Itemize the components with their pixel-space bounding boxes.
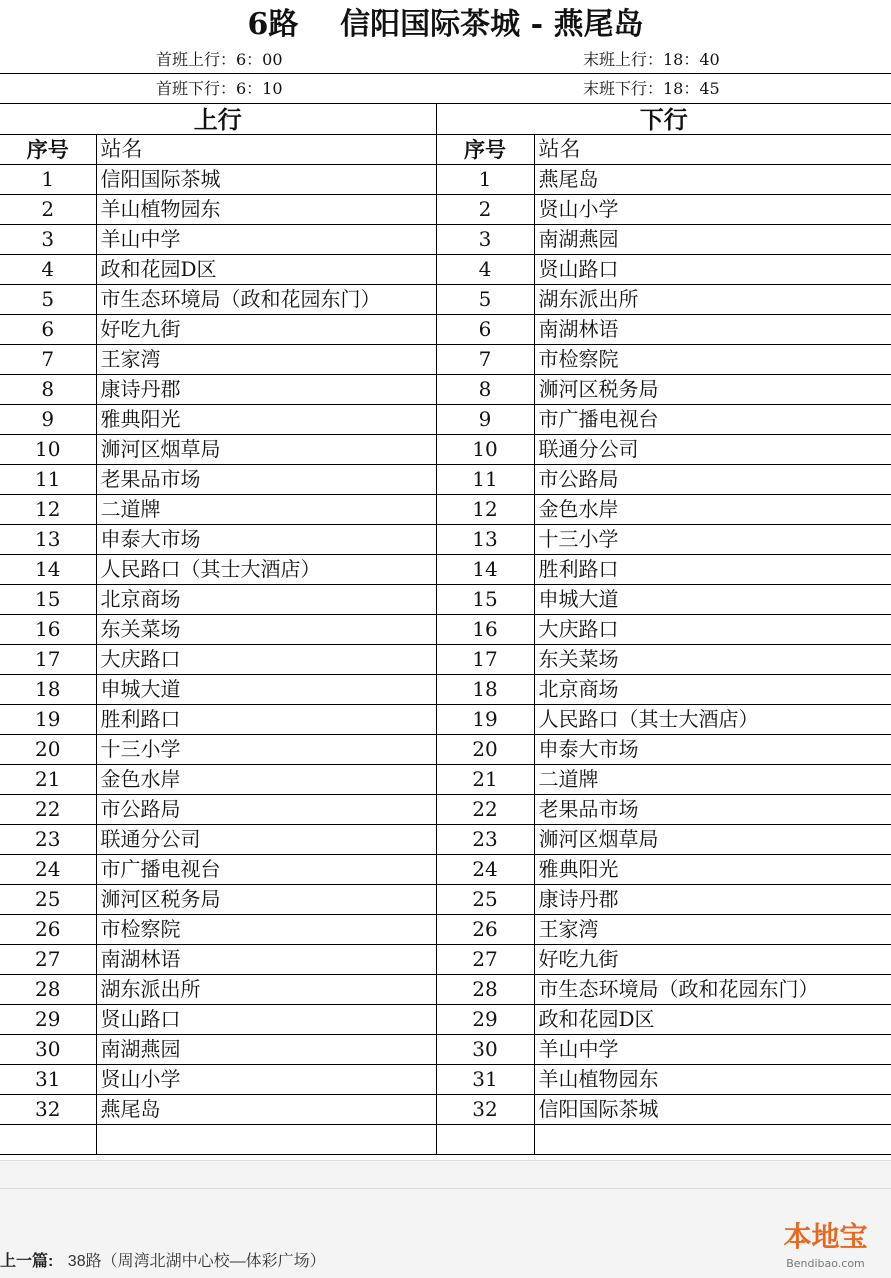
station-down-cell: 十三小学 xyxy=(534,525,891,555)
station-down-cell: 羊山植物园东 xyxy=(534,1065,891,1095)
station-up-cell: 雅典阳光 xyxy=(96,405,436,435)
table-row xyxy=(0,735,891,765)
empty-cell xyxy=(534,1125,891,1155)
table-row xyxy=(0,825,891,855)
seq-down-cell: 9 xyxy=(436,405,534,435)
station-up-cell: 金色水岸 xyxy=(96,765,436,795)
seq-down-cell: 26 xyxy=(436,915,534,945)
seq-down-cell: 2 xyxy=(436,195,534,225)
table-row xyxy=(0,555,891,585)
station-up-cell: 老果品市场 xyxy=(96,465,436,495)
seq-down-cell: 27 xyxy=(436,945,534,975)
table-row xyxy=(0,225,891,255)
station-down-cell: 好吃九街 xyxy=(534,945,891,975)
seq-up-cell: 32 xyxy=(0,1095,96,1125)
table-row xyxy=(0,525,891,555)
station-down-cell: 贤山小学 xyxy=(534,195,891,225)
station-down-cell: 燕尾岛 xyxy=(534,165,891,195)
column-header-row xyxy=(0,135,891,165)
seq-up-cell: 29 xyxy=(0,1005,96,1035)
station-down-cell: 南湖林语 xyxy=(534,315,891,345)
seq-down-cell: 29 xyxy=(436,1005,534,1035)
seq-up-cell: 23 xyxy=(0,825,96,855)
seq-down-cell: 15 xyxy=(436,585,534,615)
seq-down-cell: 32 xyxy=(436,1095,534,1125)
station-up-cell: 胜利路口 xyxy=(96,705,436,735)
table-row xyxy=(0,975,891,1005)
table-row xyxy=(0,165,891,195)
station-up-cell: 好吃九街 xyxy=(96,315,436,345)
station-down-cell: 政和花园D区 xyxy=(534,1005,891,1035)
route-title: 6路 信阳国际茶城 - 燕尾岛 xyxy=(247,7,644,42)
schedule-row-up xyxy=(0,47,891,73)
station-down-cell: 申泰大市场 xyxy=(534,735,891,765)
station-up-cell: 康诗丹郡 xyxy=(96,375,436,405)
table-row xyxy=(0,345,891,375)
seq-up-cell: 15 xyxy=(0,585,96,615)
seq-down-cell: 31 xyxy=(436,1065,534,1095)
station-up-cell: 二道牌 xyxy=(96,495,436,525)
station-up-cell: 市公路局 xyxy=(96,795,436,825)
station-up-cell: 大庆路口 xyxy=(96,645,436,675)
station-up-cell: 贤山路口 xyxy=(96,1005,436,1035)
empty-cell xyxy=(96,1125,436,1155)
seq-up-cell: 6 xyxy=(0,315,96,345)
seq-up-cell: 31 xyxy=(0,1065,96,1095)
table-row xyxy=(0,585,891,615)
seq-up-cell: 22 xyxy=(0,795,96,825)
station-down-cell: 南湖燕园 xyxy=(534,225,891,255)
table-row xyxy=(0,945,891,975)
seq-up-cell: 20 xyxy=(0,735,96,765)
seq-down-cell: 5 xyxy=(436,285,534,315)
station-down-cell: 羊山中学 xyxy=(534,1035,891,1065)
direction-down-header: 下行 xyxy=(436,104,891,135)
seq-down-cell: 21 xyxy=(436,765,534,795)
schedule-row-down xyxy=(0,76,891,102)
table-row xyxy=(0,255,891,285)
station-up-cell: 贤山小学 xyxy=(96,1065,436,1095)
station-up-cell: 浉河区烟草局 xyxy=(96,435,436,465)
table-row xyxy=(0,915,891,945)
seq-up-cell: 19 xyxy=(0,705,96,735)
seq-down-cell: 11 xyxy=(436,465,534,495)
station-up-cell: 湖东派出所 xyxy=(96,975,436,1005)
station-up-cell: 信阳国际茶城 xyxy=(96,165,436,195)
station-down-cell: 浉河区烟草局 xyxy=(534,825,891,855)
station-up-cell: 申城大道 xyxy=(96,675,436,705)
station-down-cell: 老果品市场 xyxy=(534,795,891,825)
first-bus-down: 首班下行：6：10 xyxy=(156,79,283,98)
station-up-cell: 人民路口（其士大酒店） xyxy=(96,555,436,585)
empty-row xyxy=(0,1125,891,1155)
table-row xyxy=(0,1005,891,1035)
station-up-cell: 南湖林语 xyxy=(96,945,436,975)
seq-down-cell: 23 xyxy=(436,825,534,855)
seq-down-cell: 16 xyxy=(436,615,534,645)
seq-up-cell: 12 xyxy=(0,495,96,525)
seq-down-cell: 3 xyxy=(436,225,534,255)
seq-up-cell: 8 xyxy=(0,375,96,405)
station-down-cell: 二道牌 xyxy=(534,765,891,795)
first-bus-up: 首班上行：6：00 xyxy=(156,50,283,69)
seq-down-cell: 12 xyxy=(436,495,534,525)
seq-up-cell: 1 xyxy=(0,165,96,195)
station-up-cell: 联通分公司 xyxy=(96,825,436,855)
table-row xyxy=(0,675,891,705)
table-row xyxy=(0,1095,891,1125)
seq-header-down: 序号 xyxy=(436,135,534,165)
seq-up-cell: 16 xyxy=(0,615,96,645)
direction-up-header: 上行 xyxy=(0,104,436,135)
seq-down-cell: 28 xyxy=(436,975,534,1005)
station-up-cell: 市广播电视台 xyxy=(96,855,436,885)
seq-up-cell: 9 xyxy=(0,405,96,435)
station-down-cell: 浉河区税务局 xyxy=(534,375,891,405)
table-row xyxy=(0,465,891,495)
seq-down-cell: 13 xyxy=(436,525,534,555)
seq-up-cell: 13 xyxy=(0,525,96,555)
seq-down-cell: 19 xyxy=(436,705,534,735)
seq-up-cell: 21 xyxy=(0,765,96,795)
name-header-down: 站名 xyxy=(534,135,891,165)
station-down-cell: 申城大道 xyxy=(534,585,891,615)
seq-up-cell: 3 xyxy=(0,225,96,255)
station-down-cell: 湖东派出所 xyxy=(534,285,891,315)
seq-up-cell: 17 xyxy=(0,645,96,675)
table-row xyxy=(0,315,891,345)
table-row xyxy=(0,285,891,315)
station-down-cell: 金色水岸 xyxy=(534,495,891,525)
seq-up-cell: 28 xyxy=(0,975,96,1005)
seq-up-cell: 18 xyxy=(0,675,96,705)
seq-down-cell: 14 xyxy=(436,555,534,585)
station-up-cell: 羊山中学 xyxy=(96,225,436,255)
station-down-cell: 王家湾 xyxy=(534,915,891,945)
station-down-cell: 市公路局 xyxy=(534,465,891,495)
seq-down-cell: 20 xyxy=(436,735,534,765)
last-bus-down: 末班下行：18：45 xyxy=(583,79,720,98)
station-down-cell: 康诗丹郡 xyxy=(534,885,891,915)
seq-up-cell: 14 xyxy=(0,555,96,585)
seq-up-cell: 27 xyxy=(0,945,96,975)
site-logo[interactable] xyxy=(768,1218,883,1273)
seq-down-cell: 30 xyxy=(436,1035,534,1065)
table-row xyxy=(0,195,891,225)
seq-down-cell: 4 xyxy=(436,255,534,285)
table-row xyxy=(0,885,891,915)
station-up-cell: 申泰大市场 xyxy=(96,525,436,555)
table-row xyxy=(0,435,891,465)
seq-up-cell: 2 xyxy=(0,195,96,225)
station-down-cell: 人民路口（其士大酒店） xyxy=(534,705,891,735)
seq-up-cell: 5 xyxy=(0,285,96,315)
seq-down-cell: 24 xyxy=(436,855,534,885)
seq-down-cell: 1 xyxy=(436,165,534,195)
station-down-cell: 联通分公司 xyxy=(534,435,891,465)
divider xyxy=(0,73,891,74)
table-row xyxy=(0,705,891,735)
station-up-cell: 政和花园D区 xyxy=(96,255,436,285)
station-down-cell: 北京商场 xyxy=(534,675,891,705)
seq-down-cell: 7 xyxy=(436,345,534,375)
logo-url: Bendibao.com xyxy=(786,1257,865,1270)
station-up-cell: 王家湾 xyxy=(96,345,436,375)
previous-article-label: 上一篇: xyxy=(0,1253,54,1270)
station-down-cell: 市生态环境局（政和花园东门） xyxy=(534,975,891,1005)
last-bus-up: 末班上行：18：40 xyxy=(583,50,720,69)
seq-down-cell: 22 xyxy=(436,795,534,825)
seq-up-cell: 30 xyxy=(0,1035,96,1065)
station-down-cell: 大庆路口 xyxy=(534,615,891,645)
station-up-cell: 羊山植物园东 xyxy=(96,195,436,225)
table-row xyxy=(0,495,891,525)
table-row xyxy=(0,375,891,405)
table-row xyxy=(0,615,891,645)
seq-down-cell: 18 xyxy=(436,675,534,705)
table-row xyxy=(0,1065,891,1095)
seq-down-cell: 10 xyxy=(436,435,534,465)
empty-cell xyxy=(0,1125,96,1155)
table-row xyxy=(0,765,891,795)
station-up-cell: 市生态环境局（政和花园东门） xyxy=(96,285,436,315)
empty-cell xyxy=(436,1125,534,1155)
station-up-cell: 东关菜场 xyxy=(96,615,436,645)
seq-up-cell: 10 xyxy=(0,435,96,465)
table-row xyxy=(0,645,891,675)
seq-up-cell: 24 xyxy=(0,855,96,885)
name-header-up: 站名 xyxy=(96,135,436,165)
seq-up-cell: 25 xyxy=(0,885,96,915)
seq-up-cell: 11 xyxy=(0,465,96,495)
seq-up-cell: 7 xyxy=(0,345,96,375)
table-row xyxy=(0,795,891,825)
station-up-cell: 十三小学 xyxy=(96,735,436,765)
station-down-cell: 信阳国际茶城 xyxy=(534,1095,891,1125)
station-up-cell: 市检察院 xyxy=(96,915,436,945)
station-down-cell: 贤山路口 xyxy=(534,255,891,285)
station-up-cell: 浉河区税务局 xyxy=(96,885,436,915)
seq-down-cell: 25 xyxy=(436,885,534,915)
station-down-cell: 胜利路口 xyxy=(534,555,891,585)
station-up-cell: 燕尾岛 xyxy=(96,1095,436,1125)
station-down-cell: 市检察院 xyxy=(534,345,891,375)
direction-header-row xyxy=(0,104,891,135)
table-row xyxy=(0,405,891,435)
seq-up-cell: 4 xyxy=(0,255,96,285)
seq-down-cell: 6 xyxy=(436,315,534,345)
table-row xyxy=(0,855,891,885)
station-down-cell: 雅典阳光 xyxy=(534,855,891,885)
stops-table xyxy=(0,103,891,1155)
footer-divider xyxy=(0,1188,891,1189)
station-up-cell: 北京商场 xyxy=(96,585,436,615)
logo-mark: 本地宝 xyxy=(783,1220,868,1253)
previous-article-title[interactable]: 38路（周湾北湖中心校—体彩广场） xyxy=(67,1253,326,1270)
table-row xyxy=(0,1035,891,1065)
previous-article-link[interactable] xyxy=(0,1248,326,1271)
seq-down-cell: 17 xyxy=(436,645,534,675)
seq-header-up: 序号 xyxy=(0,135,96,165)
station-down-cell: 东关菜场 xyxy=(534,645,891,675)
station-up-cell: 南湖燕园 xyxy=(96,1035,436,1065)
seq-up-cell: 26 xyxy=(0,915,96,945)
station-down-cell: 市广播电视台 xyxy=(534,405,891,435)
seq-down-cell: 8 xyxy=(436,375,534,405)
